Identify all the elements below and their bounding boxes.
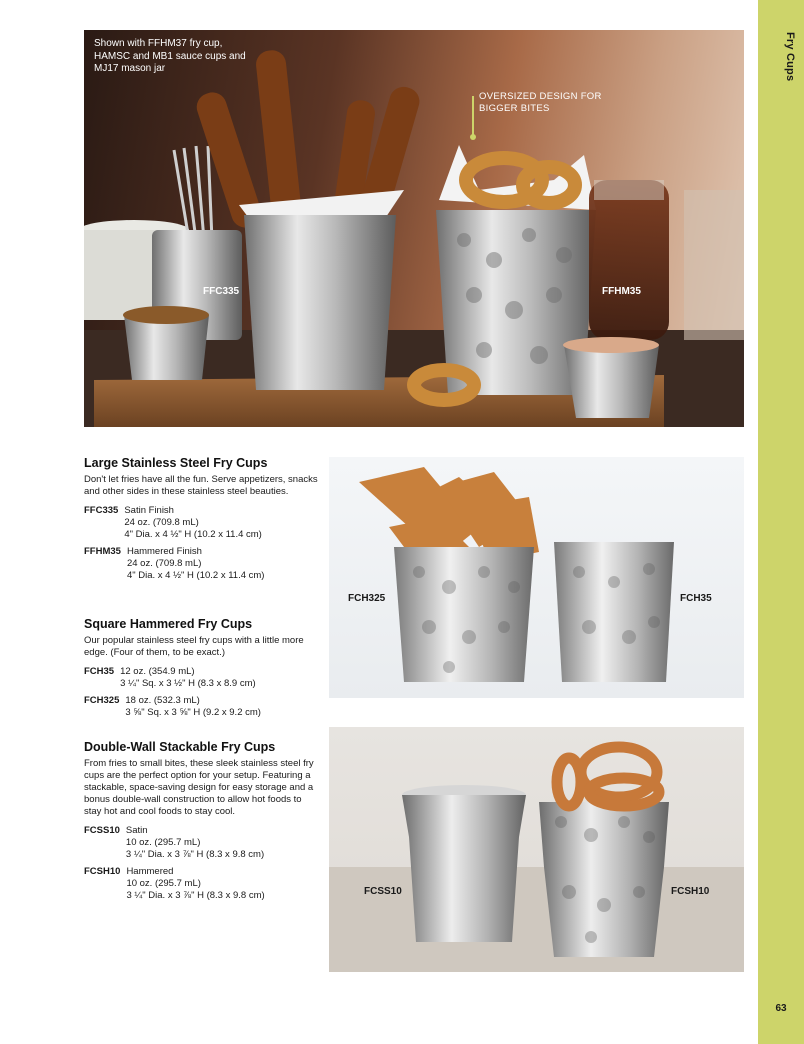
square-cups-illustration	[329, 457, 744, 698]
spec-line: Satin	[125, 825, 148, 836]
section-description: Our popular stainless steel fry cups with a little more edge. (Four of them, to be exact.)	[84, 635, 304, 658]
photo-tag-fcsh10: FCSH10	[671, 886, 710, 897]
spec-line: 3 ¼" Dia. x 3 ⅞" H (8.3 x 9.8 cm)	[125, 849, 265, 860]
section-tab	[758, 0, 804, 1044]
spec-row	[84, 666, 319, 690]
spec-line: 4" Dia. x 4 ½" H (10.2 x 11.4 cm)	[126, 570, 265, 581]
hero-tag-ffhm35: FFHM35	[602, 286, 641, 297]
spec-line: 24 oz. (709.8 mL)	[124, 517, 199, 528]
page-number: 63	[775, 1003, 787, 1014]
double-wall-illustration	[329, 727, 744, 972]
section-square-fry-cups	[84, 617, 319, 724]
spec-line: 3 ¼" Sq. x 3 ½" H (8.3 x 8.9 cm)	[120, 678, 256, 689]
hero-photo	[84, 30, 744, 427]
hero-callout: OVERSIZED DESIGN FOR BIGGER BITES	[479, 91, 602, 114]
photo-tag-fch35: FCH35	[680, 593, 712, 604]
section-tab-label: Fry Cups	[784, 32, 796, 82]
spec-line: 3 ⅝" Sq. x 3 ⅝" H (9.2 x 9.2 cm)	[125, 707, 261, 718]
spec-line: 3 ¼" Dia. x 3 ⅞" H (8.3 x 9.8 cm)	[126, 890, 265, 901]
spec-line: 18 oz. (532.3 mL)	[125, 695, 200, 706]
photo-tag-fch325: FCH325	[348, 593, 386, 604]
spec-row	[84, 695, 319, 719]
spec-line: Hammered	[126, 866, 174, 877]
spec-row	[84, 546, 319, 582]
spec-row	[84, 866, 319, 902]
section-title: Double-Wall Stackable Fry Cups	[84, 740, 276, 754]
spec-line: 10 oz. (295.7 mL)	[125, 837, 201, 848]
hero-caption: Shown with FFHM37 fry cup, HAMSC and MB1 sauce cups and MJ17 mason jar	[94, 38, 246, 74]
photo-square-fry-cups	[329, 457, 744, 698]
spec-line: 10 oz. (295.7 mL)	[126, 878, 201, 889]
section-title: Large Stainless Steel Fry Cups	[84, 456, 268, 470]
spec-line: 4" Dia. x 4 ½" H (10.2 x 11.4 cm)	[124, 529, 262, 540]
sku-code: FFHM35	[84, 546, 121, 557]
spec-line: 12 oz. (354.9 mL)	[120, 666, 195, 677]
sku-code: FCH35	[84, 666, 115, 677]
section-large-fry-cups	[84, 456, 319, 587]
spec-row	[84, 505, 319, 541]
section-description: Don't let fries have all the fun. Serve appetizers, snacks and other sides in these stainless steel beauties.	[84, 474, 318, 497]
hero-tag-ffc335: FFC335	[203, 286, 240, 297]
photo-tag-fcss10: FCSS10	[364, 886, 402, 897]
callout-line	[472, 96, 474, 136]
spec-line: 24 oz. (709.8 mL)	[126, 558, 202, 569]
photo-double-wall-fry-cups	[329, 727, 744, 972]
section-title: Square Hammered Fry Cups	[84, 617, 253, 631]
spec-line: Satin Finish	[124, 505, 174, 516]
hero-illustration	[84, 30, 744, 427]
spec-line: Hammered Finish	[126, 546, 202, 557]
section-double-wall-fry-cups	[84, 740, 319, 907]
sku-code: FCSS10	[84, 825, 120, 836]
sku-code: FCH325	[84, 695, 120, 706]
spec-row	[84, 825, 319, 861]
sku-code: FFC335	[84, 505, 119, 516]
sku-code: FCSH10	[84, 866, 121, 877]
callout-dot	[470, 134, 476, 140]
section-description: From fries to small bites, these sleek stainless steel fry cups are the perfect option for your setup. Featuring a stackable, space-saving design for easy storage and a bonus double-wall construction to allow hot foods to stay hot and cool foods to stay cool.	[84, 758, 314, 817]
